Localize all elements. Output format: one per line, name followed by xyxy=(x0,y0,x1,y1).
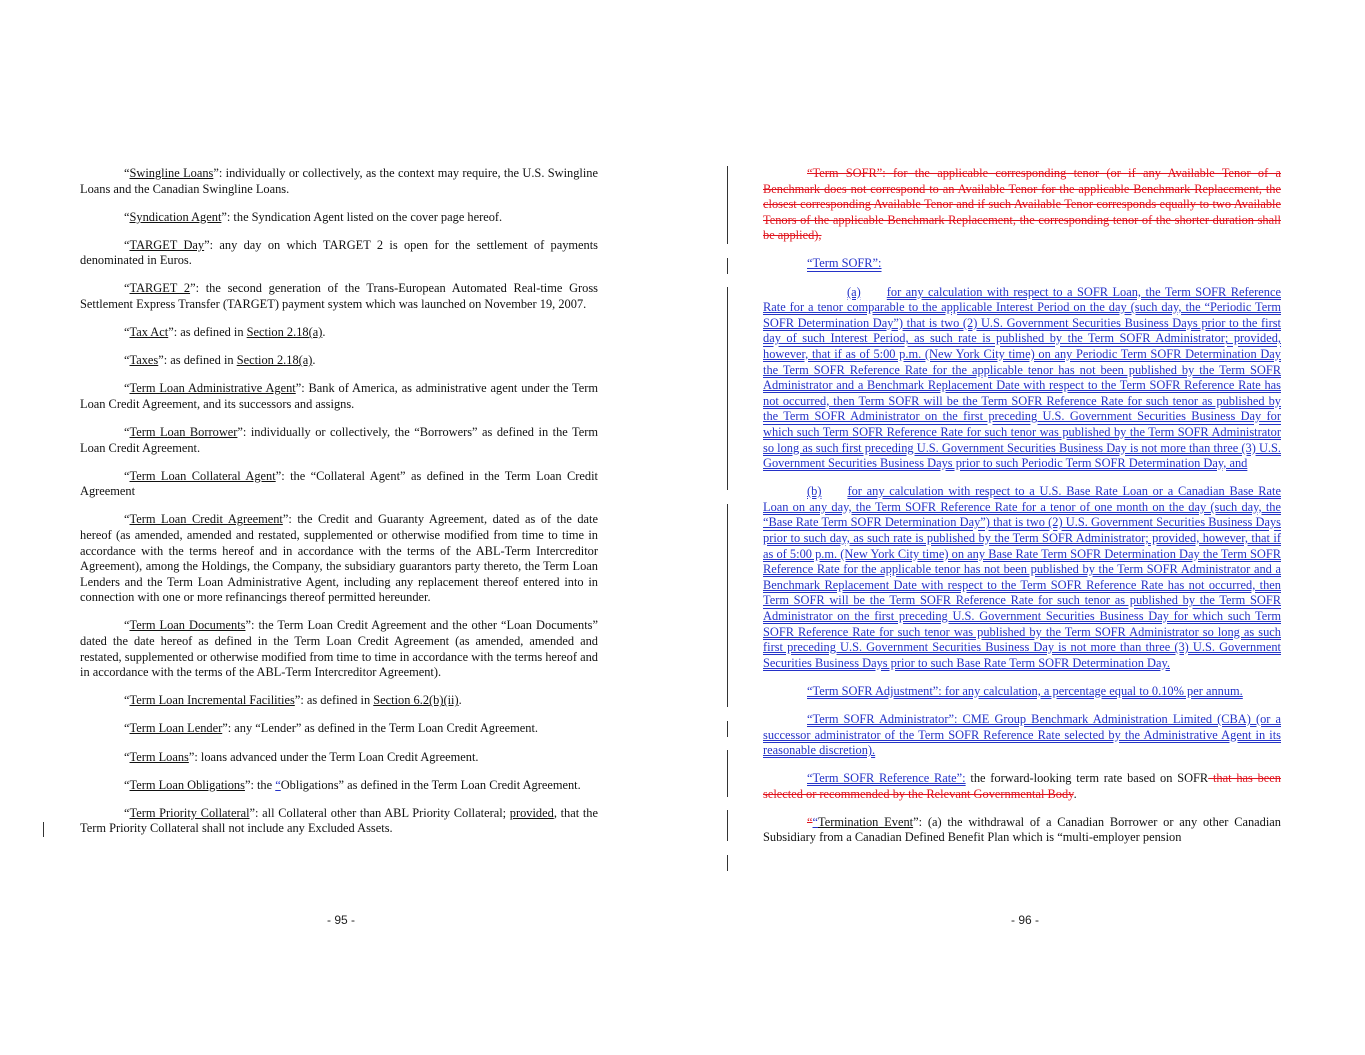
definition-termination-event xyxy=(763,815,1281,846)
definition-term-loan-incremental-facilities: “Term Loan Incremental Facilities”: as defined in Section 6.2(b)(ii). xyxy=(124,693,462,708)
defined-term: Tax Act xyxy=(129,325,169,340)
deleted-text: “Term SOFR”: for the applicable corresponding tenor (or if any Available Tenor of a Benchmark does not correspond to an Available Tenor for the applicable Benchmark Replacement, the closest corresponding Available Tenor and if such Available Tenor corresponds equally to two Available Tenors of the applicable Benchmark Replacement, the corresponding tenor of the shorter duration shall be applied), xyxy=(763,166,1281,243)
definition-text: : the “Collateral Agent” as defined in the Term Loan Credit Agreement xyxy=(80,468,598,499)
definition-text: : individually or collectively, as the context may require, the U.S. Swingline Loans and the Canadian Swingline Loans. xyxy=(80,166,598,196)
change-bar xyxy=(727,166,728,244)
defined-term: Termination Event xyxy=(818,814,914,829)
definition-text: : any “Lender” as defined in the Term Loan Credit Agreement. xyxy=(227,721,538,736)
definition-term-loan-collateral-agent: “Term Loan Collateral Agent”: the “Collateral Agent” as defined in the Term Loan Credit Agreement xyxy=(80,468,598,499)
definition-syndication-agent: “Syndication Agent”: the Syndication Agent listed on the cover page hereof. xyxy=(124,209,503,224)
definition-text: : loans advanced under the Term Loan Credit Agreement. xyxy=(194,749,479,764)
definition-text: : the Credit and Guaranty Agreement, dated as of the date hereof (as amended, amended and restated, supplemented or otherwise modified from time to time in accordance with the terms hereof and in accordance with the terms of the ABL-Term Intercreditor Agreement), among the Holdings, the Company, the subsidiary guarantors party thereto, the Term Loan Lenders and the Term Loan Administrative Agent, including any replacement thereof entered into in connection with one or more refinancings thereof permitted hereunder. xyxy=(80,512,598,605)
definition-text: : the Term Loan Credit Agreement and the other “Loan Documents” dated the date hereof as defined in the Term Loan Credit Agreement (as amended, amended and restated, supplemented or otherwise modified from time to time in accordance with the terms hereof and in accordance with the terms of the ABL-Term Intercreditor Agreement). xyxy=(80,618,598,680)
section-reference: Section 2.18(a) xyxy=(246,325,323,340)
definition-term-sofr-adjustment xyxy=(763,684,1281,700)
section-reference: Section 6.2(b)(ii) xyxy=(373,693,459,708)
definition-text: : as defined in xyxy=(300,693,374,708)
defined-term: Term Priority Collateral xyxy=(129,805,250,820)
definition-term-loan-credit-agreement: “Term Loan Credit Agreement”: the Credit and Guaranty Agreement, dated as of the date hereof (as amended, amended and restated, supplemented or otherwise modified from time to time in accordance with the terms hereof and in accordance with the terms of the ABL-Term Intercreditor Agreement), among the Holdings, the Company, the subsidiary guarantors party thereto, the Term Loan Lenders and the Term Loan Administrative Agent, including any replacement thereof entered into in connection with one or more refinancings thereof permitted hereunder. xyxy=(80,512,598,605)
right-page xyxy=(763,166,1281,859)
deleted-term-sofr-definition xyxy=(763,166,1281,244)
definition-text: : as defined in xyxy=(163,353,237,368)
defined-term: Term Loans xyxy=(129,749,189,764)
inserted-text: for any calculation with respect to a SOFR Loan, the Term SOFR Reference Rate for a tenor comparable to the applicable Interest Period on the day (such day, the “Periodic Term SOFR Determination Day”) that is two (2) U.S. Government Securities Business Days prior to the first day of such Interest Period, as such rate is published by the Term SOFR Administrator; provided, however, that if as of 5:00 p.m. (New York City time) on any Periodic Term SOFR Determination Day the Term SOFR Reference Rate for the applicable tenor has not been published by the Term SOFR Administrator and a Benchmark Replacement Date with respect to the Term SOFR Reference Rate has not occurred, then Term SOFR will be the Term SOFR Reference Rate for such tenor as published by the Term SOFR Administrator on the first preceding U.S. Government Securities Business Day for which such Term SOFR Reference Rate for such tenor was published by the Term SOFR Administrator so long as such first preceding U.S. Government Securities Business Day is not more than three (3) U.S. Government Securities Business Days prior to such Periodic Term SOFR Determination Day, and xyxy=(763,284,1281,471)
change-bar xyxy=(43,822,44,837)
defined-term: Swingline Loans xyxy=(129,166,214,180)
inserted-text: “Term SOFR Reference Rate”: xyxy=(807,771,966,786)
defined-term: TARGET Day xyxy=(129,237,205,252)
change-bar xyxy=(727,258,728,274)
defined-term: Syndication Agent xyxy=(129,209,222,224)
page-number-right: - 96 - xyxy=(1011,913,1040,927)
inserted-text: “ xyxy=(812,814,818,829)
change-bar xyxy=(727,855,728,871)
definition-tax-act: “Tax Act”: as defined in Section 2.18(a). xyxy=(124,325,326,340)
defined-term: Term Loan Credit Agreement xyxy=(129,512,283,527)
defined-term: TARGET 2 xyxy=(129,281,191,296)
definition-term-loan-borrower: “Term Loan Borrower”: individually or collectively, the “Borrowers” as defined in the Term Loan Credit Agreement. xyxy=(80,425,598,455)
definition-term-sofr-reference-rate xyxy=(763,771,1281,802)
change-bar xyxy=(727,504,728,707)
defined-term: Term Loan Administrative Agent xyxy=(129,381,296,396)
defined-term: Term Loan Documents xyxy=(129,618,246,633)
definition-text: : the second generation of the Trans-European Automated Real-time Gross Settlement Express Transfer (TARGET) payment system which was launched on November 19, 2007. xyxy=(80,281,598,312)
inserted-text: “Term SOFR Adjustment”: for any calculation, a percentage equal to 0.10% per annum. xyxy=(807,683,1243,698)
clause-label: (b) xyxy=(807,484,822,499)
left-page xyxy=(80,166,598,849)
definition-text: : the Syndication Agent listed on the cover page hereof. xyxy=(226,209,503,224)
definition-text: : the xyxy=(250,777,276,792)
inserted-text: “Term SOFR Administrator”: CME Group Benchmark Administration Limited (CBA) (or a successor administrator of the Term SOFR Reference Rate selected by the Administrative Agent in its reasonable discretion). xyxy=(763,711,1281,758)
defined-term: Term Loan Borrower xyxy=(129,425,238,440)
definition-target-day: “TARGET Day”: any day on which TARGET 2 is open for the settlement of payments denominated in Euros. xyxy=(80,237,599,268)
term-sofr-clause-b xyxy=(763,484,1281,671)
definition-text: : Bank of America, as administrative agent under the Term Loan Credit Agreement, and its successors and assigns. xyxy=(80,381,599,411)
definition-text: : individually or collectively, the “Borrowers” as defined in the Term Loan Credit Agreement. xyxy=(80,425,598,455)
deleted-text: that has been selected or recommended by the Relevant Governmental Body xyxy=(763,771,1281,801)
definition-term-priority-collateral: “Term Priority Collateral”: all Collateral other than ABL Priority Collateral; provided, that the Term Priority Collateral shall not include any Excluded Assets. xyxy=(80,805,598,836)
defined-term: Term Loan Incremental Facilities xyxy=(129,693,295,708)
term-sofr-clause-a xyxy=(763,285,1281,472)
change-bar xyxy=(727,287,728,490)
definition-text: : all Collateral other than ABL Priority Collateral; xyxy=(255,805,510,820)
proviso-word: provided xyxy=(509,805,554,820)
inserted-text: “Term SOFR”: xyxy=(807,256,882,271)
definition-target-2: “TARGET 2”: the second generation of the Trans-European Automated Real-time Gross Settlement Express Transfer (TARGET) payment system which was launched on November 19, 2007. xyxy=(80,281,598,312)
definition-term-loan-lender: “Term Loan Lender”: any “Lender” as defined in the Term Loan Credit Agreement. xyxy=(124,721,538,736)
clause-label: (a) xyxy=(847,284,861,299)
defined-term: Term Loan Collateral Agent xyxy=(129,468,276,483)
definition-term-loan-documents: “Term Loan Documents”: the Term Loan Credit Agreement and the other “Loan Documents” dated the date hereof as defined in the Term Loan Credit Agreement (as amended, amended and restated, supplemented or otherwise modified from time to time in accordance with the terms hereof and in accordance with the terms of the ABL-Term Intercreditor Agreement). xyxy=(80,618,598,680)
defined-term: Taxes xyxy=(129,353,159,368)
definition-swingline-loans: “Swingline Loans”: individually or collectively, as the context may require, the U.S. Swingline Loans and the Canadian Swingline Loans. xyxy=(80,166,598,196)
inserted-term-sofr-heading xyxy=(763,256,1281,272)
change-bar xyxy=(727,721,728,737)
deleted-text: “ xyxy=(807,814,813,829)
definition-term-loan-administrative-agent: “Term Loan Administrative Agent”: Bank of America, as administrative agent under the Term Loan Credit Agreement, and its successors and assigns. xyxy=(80,381,599,411)
definition-taxes: “Taxes”: as defined in Section 2.18(a). xyxy=(124,353,316,368)
change-bar xyxy=(727,810,728,841)
inserted-text: for any calculation with respect to a U.S. Base Rate Loan or a Canadian Base Rate Loan on any day, the Term SOFR Reference Rate for a tenor of one month on the day (such day, the “Base Rate Term SOFR Determination Day”) that is two (2) U.S. Government Securities Business Days prior to such day, as such rate is published by the Term SOFR Administrator; provided, however, that if as of 5:00 p.m. (New York City time) on any Base Rate Term SOFR Determination Day the Term SOFR Reference Rate for the applicable tenor has not been published by the Term SOFR Administrator and a Benchmark Replacement Date with respect to the Term SOFR Reference Rate has not occurred, then Term SOFR will be the Term SOFR Reference Rate for such tenor as published by the Term SOFR Administrator on the first preceding U.S. Government Securities Business Day for which such Term SOFR Reference Rate for such tenor was published by the Term SOFR Administrator so long as such first preceding U.S. Government Securities Business Day is not more than three (3) U.S. Government Securities Business Days prior to such Base Rate Term SOFR Determination Day. xyxy=(763,484,1281,670)
defined-term: Term Loan Lender xyxy=(129,721,223,736)
inserted-text: “ xyxy=(275,777,281,792)
definition-text: . xyxy=(1073,786,1077,801)
definition-text: the forward-looking term rate based on SOFR xyxy=(965,771,1209,786)
change-bar xyxy=(727,750,728,797)
definition-text: Obligations” as defined in the Term Loan Credit Agreement. xyxy=(280,777,581,792)
section-reference: Section 2.18(a) xyxy=(236,353,313,368)
definition-text: : any day on which TARGET 2 is open for the settlement of payments denominated in Euros. xyxy=(80,237,599,268)
definition-text: , that the Term Priority Collateral shall not include any Excluded Assets. xyxy=(80,805,598,836)
defined-term: Term Loan Obligations xyxy=(129,777,245,792)
page-number-left: - 95 - xyxy=(327,913,356,927)
definition-text: ”: (a) the withdrawal of a Canadian Borrower or any other Canadian Subsidiary from a Canadian Defined Benefit Plan which is “multi-employer pension xyxy=(763,814,1282,845)
definition-term-loan-obligations: “Term Loan Obligations”: the “Obligations” as defined in the Term Loan Credit Agreement. xyxy=(124,777,581,792)
definition-term-sofr-administrator xyxy=(763,712,1281,759)
definition-term-loans: “Term Loans”: loans advanced under the Term Loan Credit Agreement. xyxy=(124,749,479,764)
definition-text: : as defined in xyxy=(173,325,247,340)
